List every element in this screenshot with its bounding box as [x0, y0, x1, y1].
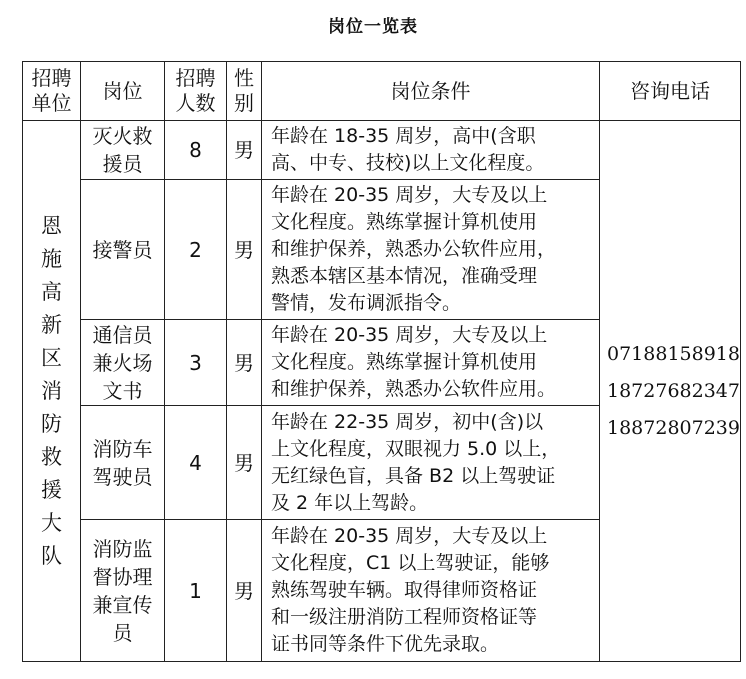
unit-name-cell: 恩 施 高 新 区 消 防 救 援 大 队 — [23, 121, 81, 662]
count-cell: 4 — [165, 406, 227, 520]
phone-number: 18727682347 — [607, 379, 740, 402]
gender-cell: 男 — [227, 406, 262, 520]
gender-cell: 男 — [227, 520, 262, 662]
count-cell: 2 — [165, 180, 227, 320]
count-cell: 1 — [165, 520, 227, 662]
conditions-cell: 年龄在 18-35 周岁，高中(含职 高、中专、技校)以上文化程度。 — [262, 121, 600, 180]
position-cell: 消防监 督协理 兼宣传 员 — [81, 520, 165, 662]
header-position: 岗位 — [81, 62, 165, 121]
gender-cell: 男 — [227, 180, 262, 320]
table-row — [23, 121, 741, 180]
header-count: 招聘 人数 — [165, 62, 227, 121]
position-cell: 灭火救 援员 — [81, 121, 165, 180]
position-cell: 消防车 驾驶员 — [81, 406, 165, 520]
position-cell: 接警员 — [81, 180, 165, 320]
count-cell: 8 — [165, 121, 227, 180]
conditions-cell: 年龄在 22-35 周岁，初中(含)以 上文化程度，双眼视力 5.0 以上， 无红绿色盲，具备 B2 以上驾驶证 及 2 年以上驾龄。 — [262, 406, 600, 520]
phone-number: 07188158918 — [607, 342, 740, 365]
header-phone: 咨询电话 — [600, 62, 741, 121]
gender-cell: 男 — [227, 320, 262, 406]
page-title: 岗位一览表 — [328, 17, 418, 37]
count-cell: 3 — [165, 320, 227, 406]
conditions-cell: 年龄在 20-35 周岁，大专及以上 文化程度，C1 以上驾驶证，能够 熟练驾驶车辆。取得律师资格证 和一级注册消防工程师资格证等 证书同等条件下优先录取。 — [262, 520, 600, 662]
conditions-cell: 年龄在 20-35 周岁，大专及以上 文化程度。熟练掌握计算机使用 和维护保养，熟悉办公软件应用。 — [262, 320, 600, 406]
phone-cell — [600, 121, 741, 662]
header-conditions: 岗位条件 — [262, 62, 600, 121]
conditions-cell: 年龄在 20-35 周岁，大专及以上 文化程度。熟练掌握计算机使用 和维护保养，熟悉办公软件应用， 熟悉本辖区基本情况，准确受理 警情，发布调派指令。 — [262, 180, 600, 320]
phone-number: 18872807239 — [607, 416, 740, 439]
header-unit: 招聘 单位 — [23, 62, 81, 121]
gender-cell: 男 — [227, 121, 262, 180]
positions-table — [22, 61, 741, 662]
header-gender: 性 别 — [227, 62, 262, 121]
header-row — [23, 62, 741, 121]
position-cell: 通信员 兼火场 文书 — [81, 320, 165, 406]
